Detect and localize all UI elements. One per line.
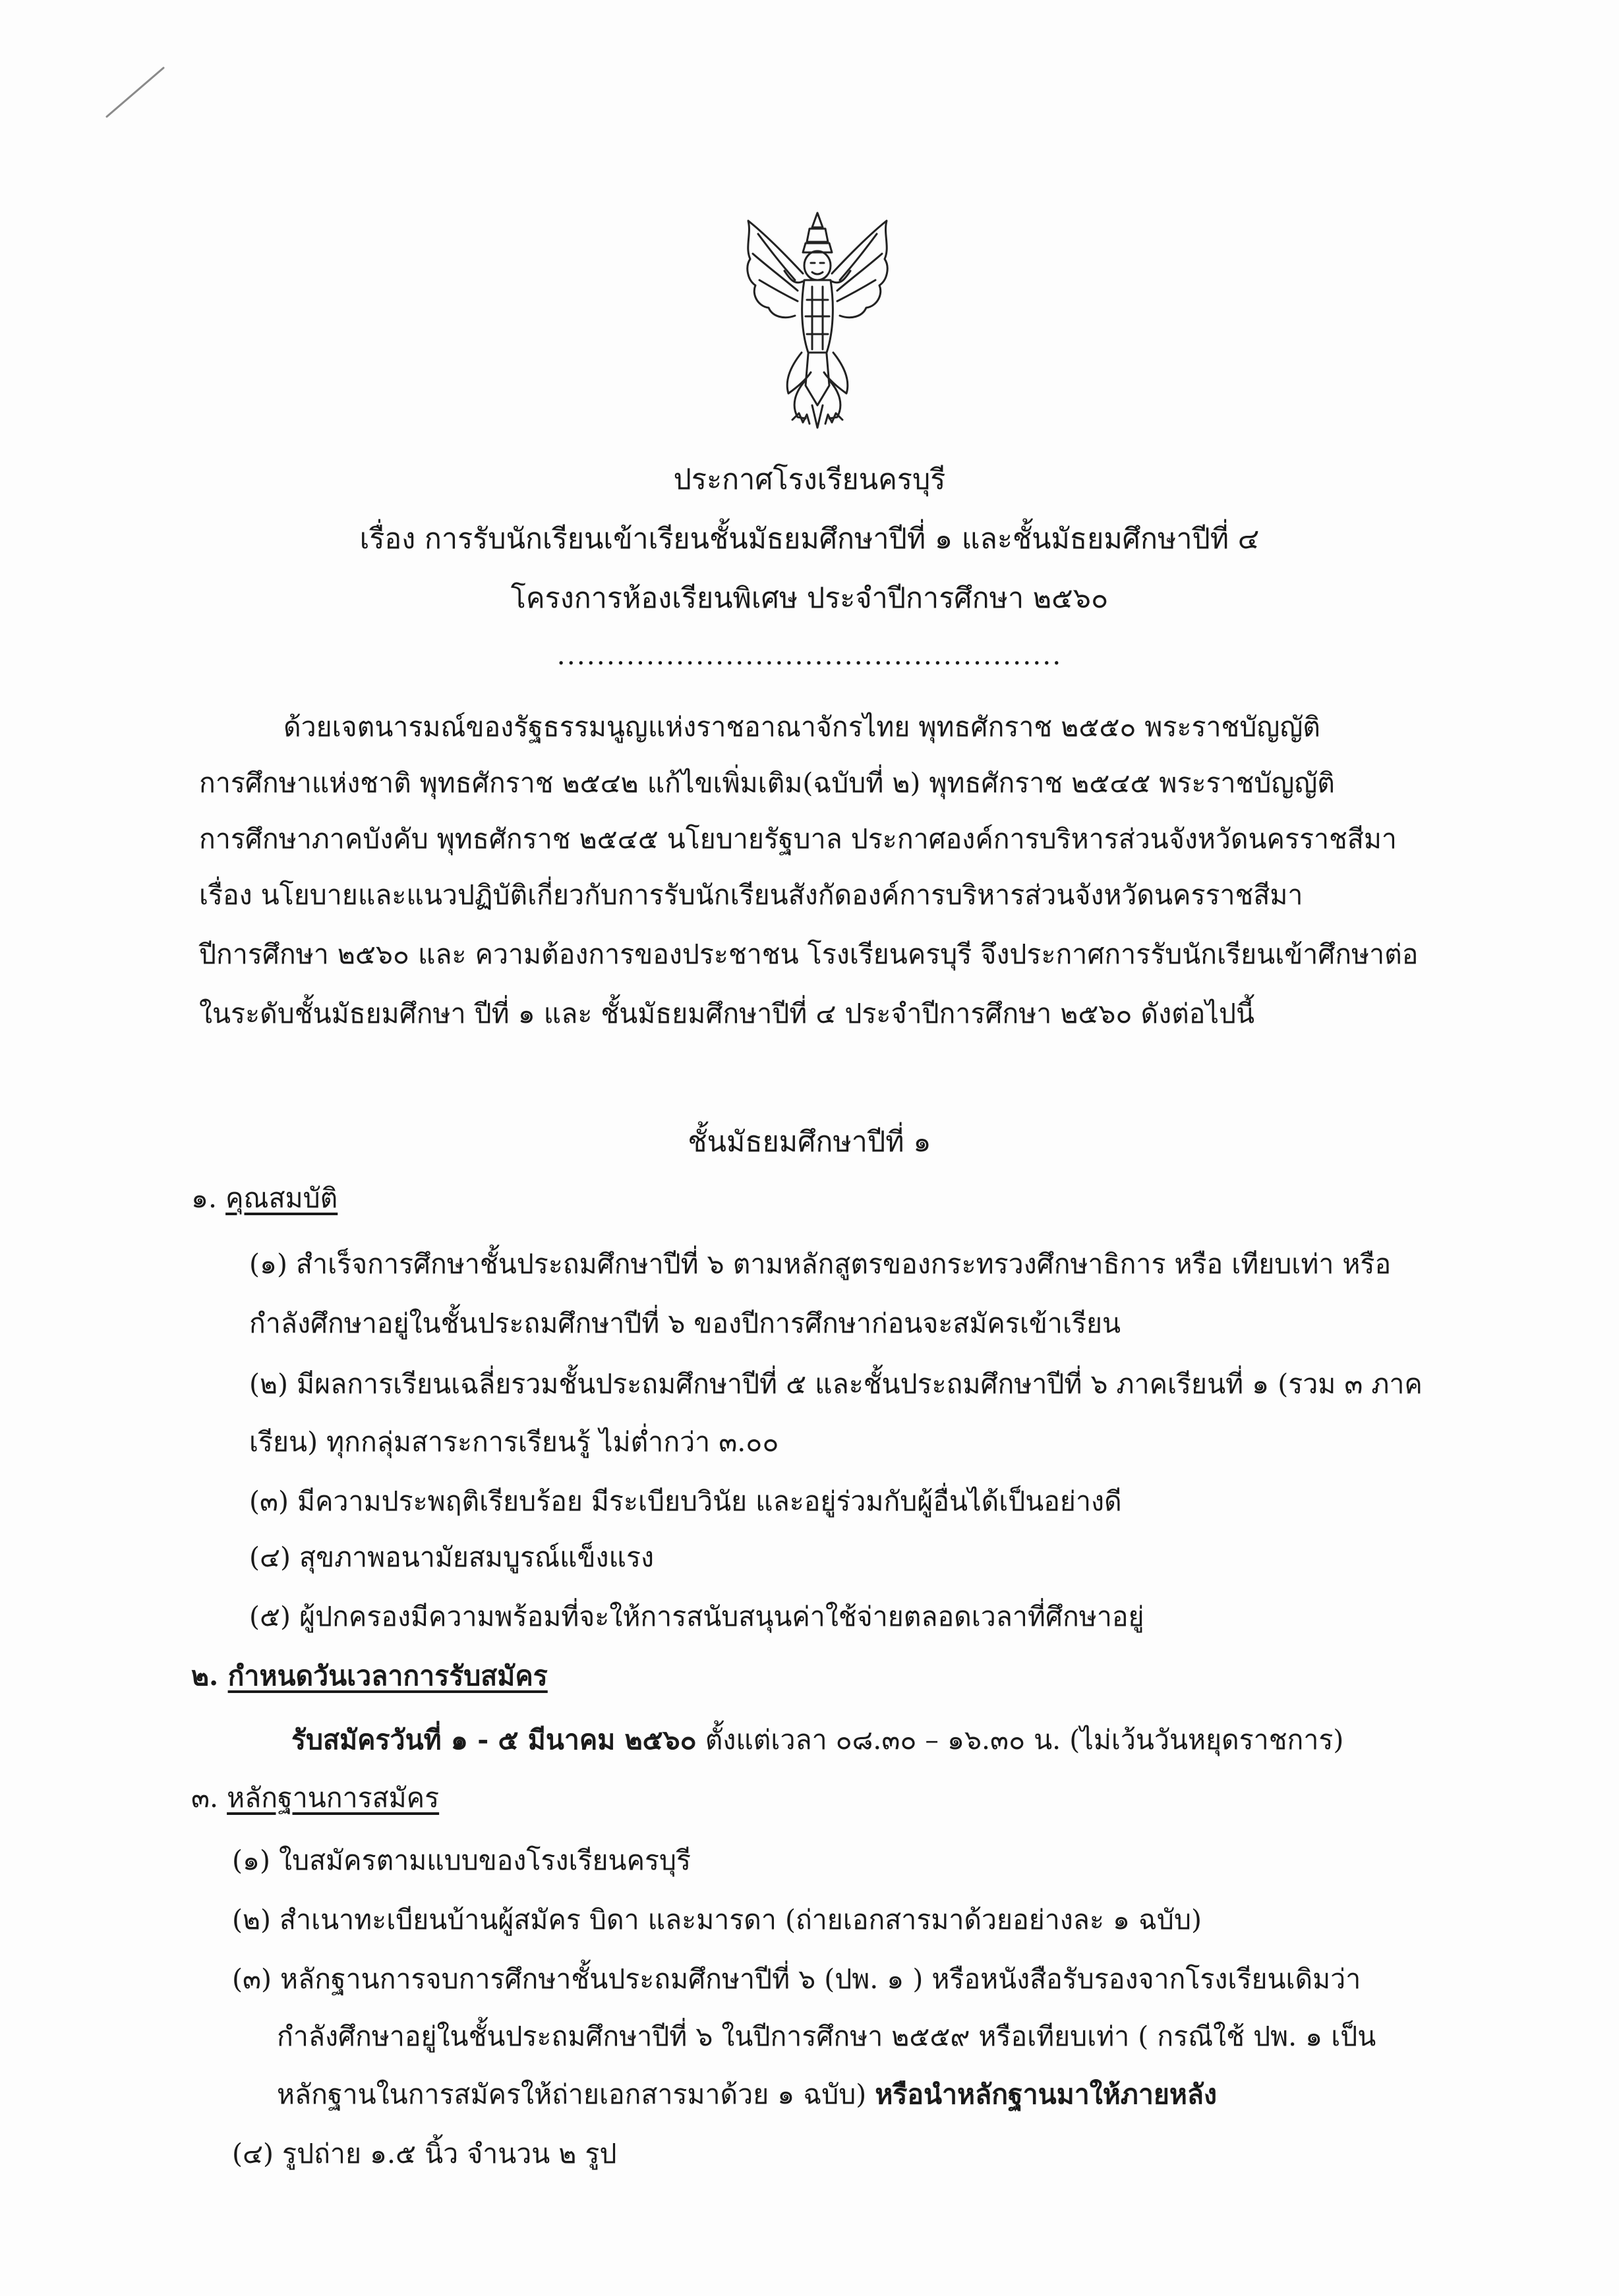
intro-line: การศึกษาภาคบังคับ พุทธศักราช ๒๕๔๕ นโยบายรัฐบาล ประกาศองค์การบริหารส่วนจังหวัดนครราชสีมา [199, 823, 1397, 855]
document-note-emphasis: หรือนำหลักฐานมาให้ภายหลัง [875, 2079, 1218, 2110]
intro-line: การศึกษาแห่งชาติ พุทธศักราช ๒๕๔๒ แก้ไขเพิ่มเติม(ฉบับที่ ๒) พุทธศักราช ๒๕๔๕ พระราชบัญญัติ [199, 767, 1335, 799]
qualification-line: (๓) มีความประพฤติเรียบร้อย มีระเบียบวินัย และอยู่ร่วมกับผู้อื่นได้เป็นอย่างดี [249, 1485, 1122, 1517]
schedule-dates: รับสมัครวันที่ ๑ - ๕ มีนาคม ๒๕๖๐ [291, 1724, 697, 1756]
section-title: กำหนดวันเวลาการรับสมัคร [227, 1660, 548, 1692]
section-title: คุณสมบัติ [225, 1182, 338, 1214]
intro-line: ปีการศึกษา ๒๕๖๐ และ ความต้องการของประชาชน โรงเรียนครบุรี จึงประกาศการรับนักเรียนเข้าศึกษาต่อ [199, 938, 1419, 970]
qualification-line: (๑) สำเร็จการศึกษาชั้นประถมศึกษาปีที่ ๖ ตามหลักสูตรของกระทรวงศึกษาธิการ หรือ เทียบเท่า หรือ [249, 1248, 1392, 1280]
announcement-program: โครงการห้องเรียนพิเศษ ประจำปีการศึกษา ๒๕๖๐ [510, 582, 1109, 615]
document-line: (๑) ใบสมัครตามแบบของโรงเรียนครบุรี [232, 1845, 692, 1876]
document-line: (๒) สำเนาทะเบียนบ้านผู้สมัคร บิดา และมารดา (ถ่ายเอกสารมาด้วยอย่างละ ๑ ฉบับ) [232, 1904, 1202, 1936]
announcement-title: ประกาศโรงเรียนครบุรี [673, 463, 946, 496]
qualification-line: กำลังศึกษาอยู่ในชั้นประถมศึกษาปีที่ ๖ ของปีการศึกษาก่อนจะสมัครเข้าเรียน [249, 1307, 1121, 1339]
title-separator: ................................................... [556, 639, 1063, 671]
announcement-subject: เรื่อง การรับนักเรียนเข้าเรียนชั้นมัธยมศึกษาปีที่ ๑ และชั้นมัธยมศึกษาปีที่ ๔ [359, 523, 1260, 556]
document-line: กำลังศึกษาอยู่ในชั้นประถมศึกษาปีที่ ๖ ในปีการศึกษา ๒๕๕๙ หรือเทียบเท่า ( กรณีใช้ ปพ. ๑ เป็น [277, 2021, 1376, 2052]
section-number: ๒. [191, 1660, 219, 1692]
schedule-hours: ตั้งแต่เวลา ๐๘.๓๐ – ๑๖.๓๐ น. (ไม่เว้นวันหยุดราชการ) [696, 1724, 1344, 1756]
intro-line: เรื่อง นโยบายและแนวปฏิบัติเกี่ยวกับการรับนักเรียนสังกัดองค์การบริหารส่วนจังหวัดนครราชสีมา [199, 879, 1303, 911]
qualification-line: (๒) มีผลการเรียนเฉลี่ยรวมชั้นประถมศึกษาปีที่ ๕ และชั้นประถมศึกษาปีที่ ๖ ภาคเรียนที่ ๑ (รวม ๓ ภาค [249, 1368, 1423, 1400]
intro-line: ในระดับชั้นมัธยมศึกษา ปีที่ ๑ และ ชั้นมัธยมศึกษาปีที่ ๔ ประจำปีการศึกษา ๒๕๖๐ ดังต่อไปนี้ [199, 998, 1255, 1029]
schedule-detail [291, 1721, 1343, 1758]
qualification-line: เรียน) ทุกกลุ่มสาระการเรียนรู้ ไม่ต่ำกว่า ๓.๐๐ [249, 1426, 779, 1458]
document-line [277, 2076, 1217, 2113]
level-heading: ชั้นมัธยมศึกษาปีที่ ๑ [688, 1126, 931, 1159]
garuda-emblem-icon [732, 208, 903, 432]
section-number: ๑. [191, 1182, 218, 1214]
section-qualifications-heading [191, 1180, 338, 1217]
section-number: ๓. [191, 1782, 219, 1814]
section-title: หลักฐานการสมัคร [227, 1782, 440, 1814]
section-documents-heading [191, 1779, 439, 1816]
qualification-line: (๕) ผู้ปกครองมีความพร้อมที่จะให้การสนับสนุนค่าใช้จ่ายตลอดเวลาที่ศึกษาอยู่ [249, 1601, 1144, 1632]
document-note: หลักฐานในการสมัครให้ถ่ายเอกสารมาด้วย ๑ ฉบับ) [277, 2079, 875, 2110]
intro-line: ด้วยเจตนารมณ์ของรัฐธรรมนูญแห่งราชอาณาจักรไทย พุทธศักราช ๒๕๕๐ พระราชบัญญัติ [283, 711, 1320, 743]
pen-mark-scribble [99, 63, 171, 122]
document-line: (๔) รูปถ่าย ๑.๕ นิ้ว จำนวน ๒ รูป [232, 2138, 617, 2169]
document-line: (๓) หลักฐานการจบการศึกษาชั้นประถมศึกษาปีที่ ๖ (ปพ. ๑ ) หรือหนังสือรับรองจากโรงเรียนเดิมว่า [232, 1963, 1361, 1995]
qualification-line: (๔) สุขภาพอนามัยสมบูรณ์แข็งแรง [249, 1541, 654, 1573]
section-schedule-heading [191, 1657, 548, 1694]
